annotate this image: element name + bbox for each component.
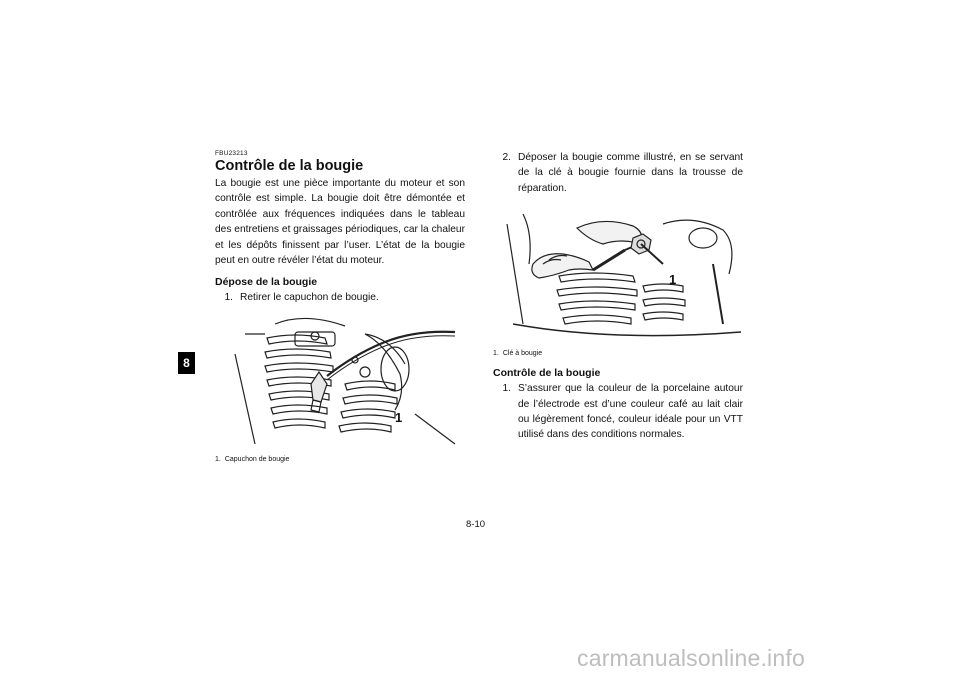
page-number: 8-10: [466, 519, 486, 530]
chapter-tab: 8: [178, 352, 195, 374]
right-column: [493, 150, 743, 443]
step-text: Déposer la bougie comme illustré, en se servant de la clé à bougie fournie dans la trousse de réparation.: [518, 152, 743, 194]
step-remove-cap: [215, 290, 465, 305]
removal-subheading: Dépose de la bougie: [215, 276, 318, 289]
wrench-illustration: [493, 204, 743, 344]
step-number: 1.: [224, 292, 233, 304]
inspection-subheading: Contrôle de la bougie: [493, 367, 601, 380]
caption-text: Clé à bougie: [502, 350, 543, 358]
spark-plug-cap-figure: [215, 314, 465, 450]
caption-text: Capuchon de bougie: [224, 455, 290, 463]
intro-paragraph: La bougie est une pièce importante du moteur et son contrôle est simple. La bougie doit être démontée et contrôlée aux fréquences indiquées dans le tableau des entretiens et graissages périodiques, car la chaleur et les dépôts finissent par l’user. L’état de la bougie peut en outre révéler l’état du moteur.: [215, 178, 465, 267]
section-code: FBU23213: [215, 150, 248, 157]
section-title: Contrôle de la bougie: [215, 158, 364, 174]
step-number: 2.: [502, 152, 511, 163]
step-number: 1.: [502, 383, 511, 395]
figure-callout: 1: [669, 272, 677, 288]
step-text: S’assurer que la couleur de la porcelaine autour de l’électrode est d’une couleur café au lait clair ou légèrement foncé, couleur idéale pour un VTT utilisé dans des conditions normales.: [518, 383, 743, 441]
figure-caption: [215, 456, 465, 463]
caption-number: 1.: [493, 350, 499, 358]
step-remove-plug: [493, 150, 743, 196]
caption-number: 1.: [215, 455, 221, 463]
watermark: carmanualsonline.info: [577, 645, 805, 671]
figure-caption: [493, 350, 743, 357]
engine-cap-illustration: [215, 314, 465, 450]
spark-plug-wrench-figure: [493, 204, 743, 344]
step-check-porcelain: [493, 381, 743, 443]
figure-callout: 1: [395, 409, 403, 425]
step-text: Retirer le capuchon de bougie.: [240, 292, 379, 304]
left-column: [215, 150, 465, 463]
